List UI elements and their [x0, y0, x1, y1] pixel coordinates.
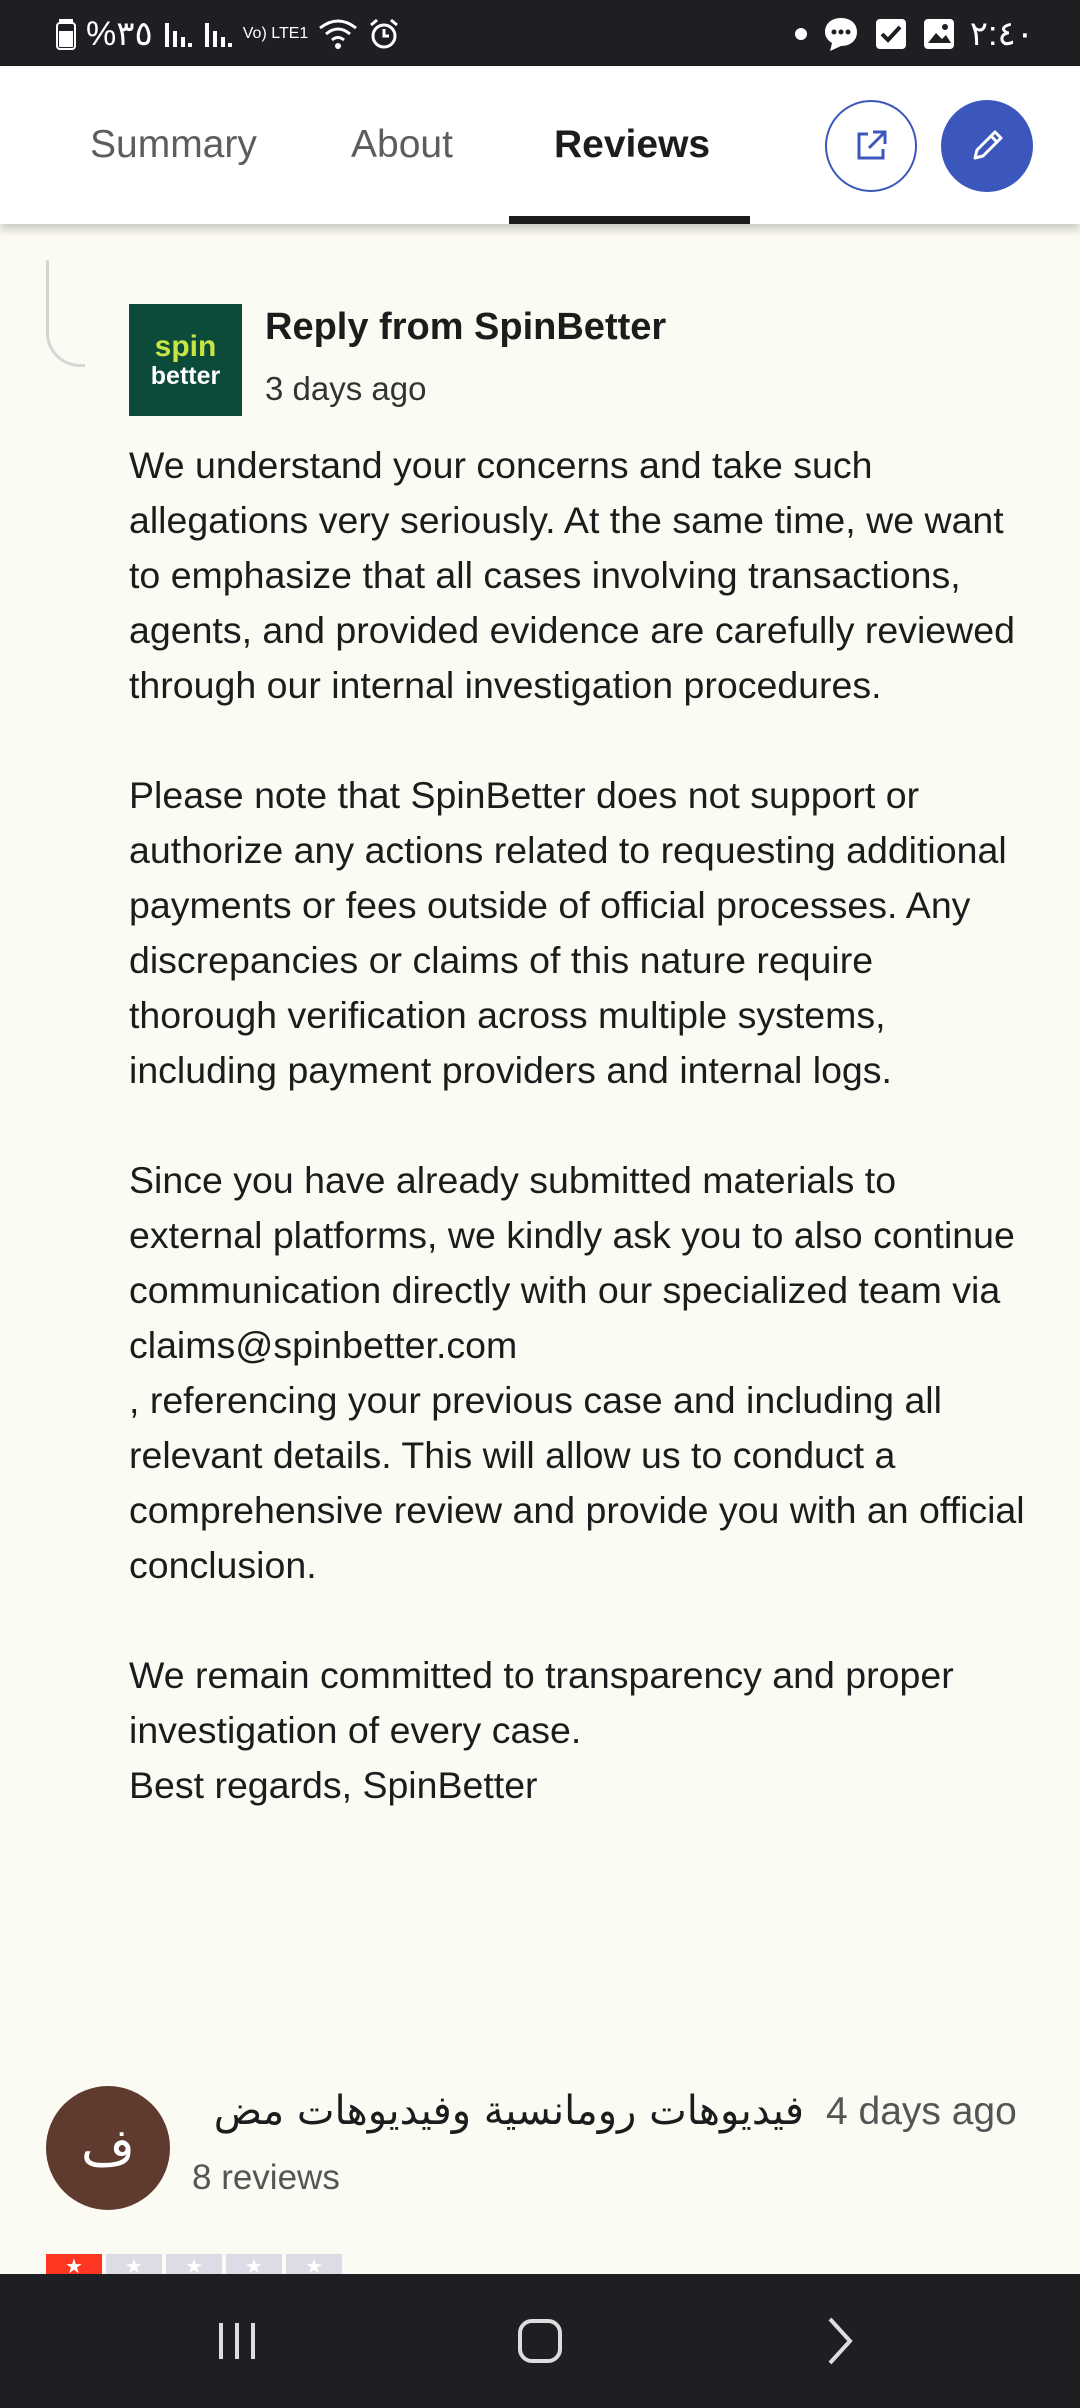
system-nav-bar: [0, 2274, 1080, 2408]
gallery-icon: [922, 17, 956, 51]
recent-apps-button[interactable]: [177, 2274, 297, 2408]
home-button[interactable]: [480, 2274, 600, 2408]
back-button[interactable]: [780, 2274, 900, 2408]
star-icon: ★: [286, 2254, 342, 2274]
reply-paragraph: Since you have already submitted materials to external platforms, we kindly ask you to also continue communication directly with our specialized team via claims@spinbetter.com , referencing your previous case and including all relevant details. This will allow us to conduct a comprehensive review and provide you with an official conclusion.: [129, 1159, 1025, 1586]
star-icon: ★: [46, 2254, 102, 2274]
star-icon: ★: [166, 2254, 222, 2274]
recent-apps-icon: [213, 2317, 261, 2365]
chevron-right-icon: [816, 2317, 864, 2365]
tab-reviews[interactable]: Reviews: [554, 123, 711, 166]
active-tab-indicator: [509, 216, 750, 224]
spinbetter-logo: [129, 304, 242, 416]
logo-text-spin: spin: [154, 329, 217, 363]
reply-paragraph: We understand your concerns and take such allegations very seriously. At the same time, we want to emphasize that all cases involving transactions, agents, and provided evidence are carefully reviewed through our internal investigation procedures.: [129, 444, 1015, 706]
battery-percent: %٣٥: [86, 15, 153, 53]
alarm-icon: [368, 18, 400, 50]
wifi-icon: [318, 18, 358, 50]
reply-paragraph: We remain committed to transparency and proper investigation of every case. Best regards, SpinBetter: [129, 1654, 954, 1806]
star-icon: ★: [226, 2254, 282, 2274]
star-icon: ★: [106, 2254, 162, 2274]
signal-icon-2: [203, 19, 233, 49]
pencil-icon: [967, 126, 1007, 166]
dot-icon: [794, 27, 808, 41]
signal-icon: [163, 19, 193, 49]
checkbox-icon: [874, 17, 908, 51]
reviewer-name[interactable]: فيديوهات رومانسية وفيديوهات مض: [213, 2088, 804, 2134]
logo-text-better: better: [150, 361, 221, 390]
reviewer-avatar[interactable]: ف: [46, 2086, 170, 2210]
network-label: Vo) LTE1: [242, 25, 309, 42]
reply-author: Reply from SpinBetter: [265, 306, 667, 348]
reply-paragraph: Please note that SpinBetter does not support or authorize any actions related to requesting additional payments or fees outside of official processes. Any discrepancies or claims of this nature require thorough verification across multiple systems, including payment providers and internal logs.: [129, 774, 1007, 1091]
status-right: [794, 12, 1034, 56]
write-review-button[interactable]: [941, 100, 1033, 192]
status-bar: [0, 0, 1080, 66]
reply-body: [129, 438, 1029, 1813]
home-icon: [516, 2317, 564, 2365]
reviewer-review-count: 8 reviews: [192, 2158, 340, 2197]
message-icon: [822, 15, 860, 53]
reply-date: 3 days ago: [265, 370, 427, 407]
battery-icon: [56, 17, 76, 51]
tab-bar: [0, 66, 1080, 224]
status-time: ٢:٤٠: [969, 15, 1034, 53]
status-left: [56, 12, 400, 56]
review-date: 4 days ago: [826, 2090, 1017, 2133]
tab-about[interactable]: About: [351, 123, 453, 166]
external-link-button[interactable]: [825, 100, 917, 192]
star-rating: [46, 2254, 342, 2274]
tab-summary[interactable]: Summary: [90, 123, 257, 166]
thread-connector: [46, 260, 85, 367]
external-link-icon: [853, 128, 889, 164]
